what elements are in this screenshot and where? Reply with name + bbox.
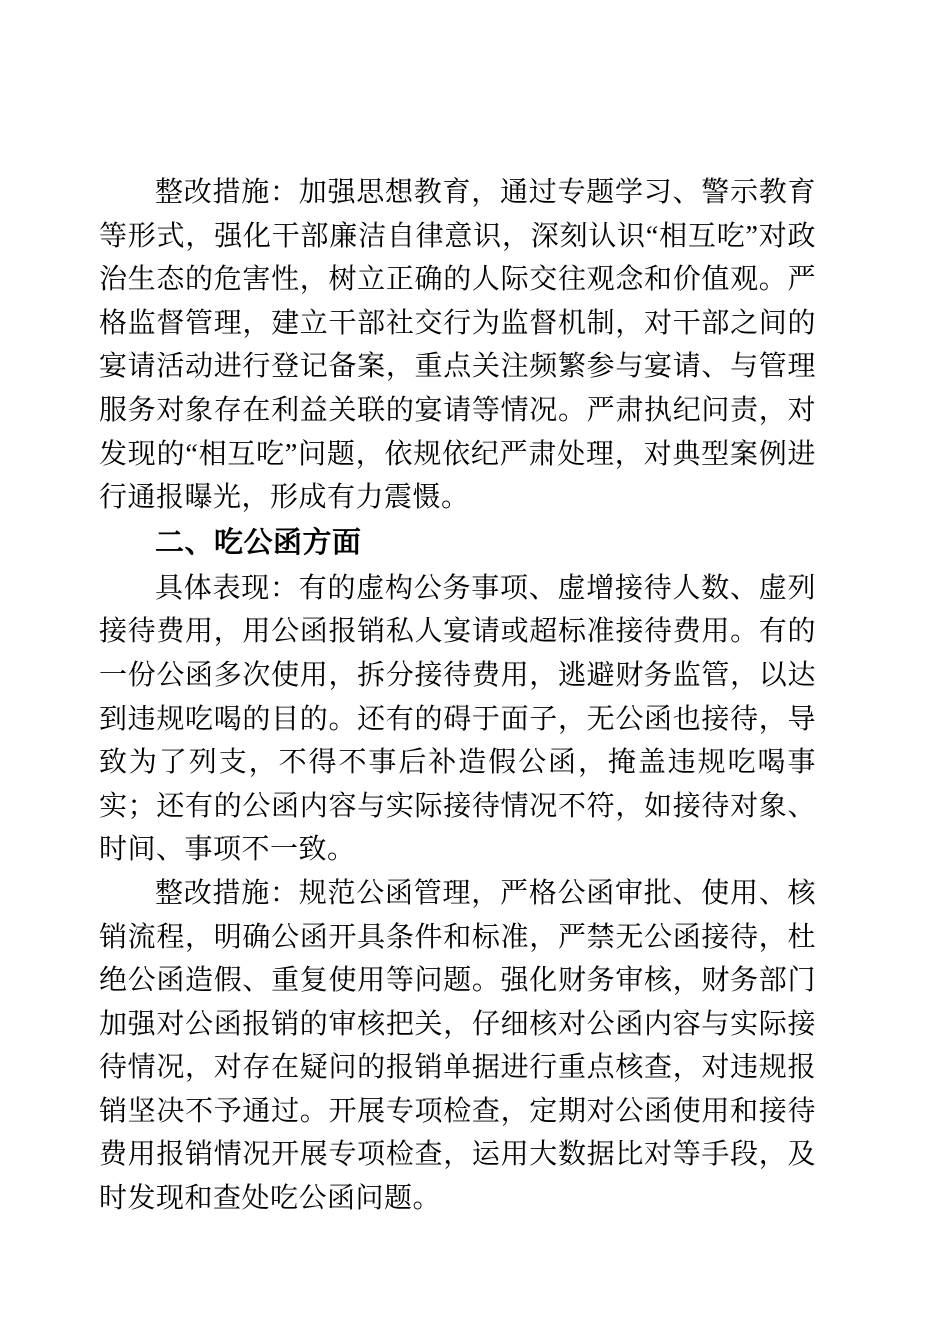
paragraph-rectification-measures-official-letter: 整改措施：规范公函管理，严格公函审批、使用、核销流程，明确公函开具条件和标准，严禁无公函接待，杜绝公函造假、重复使用等问题。强化财务审核，财务部门加强对公函报销的审核把关，仔细核对公函内容与实际接待情况，对存在疑问的报销单据进行重点核查，对违规报销坚决不予通过。开展专项检查，定期对公函使用和接待费用报销情况开展专项检查，运用大数据比对等手段，及时发现和查处吃公函问题。: [99, 877, 816, 1215]
document-text-block: [99, 171, 816, 1221]
paragraph-rectification-measures-mutual-eating: 整改措施：加强思想教育，通过专题学习、警示教育等形式，强化干部廉洁自律意识，深刻认识“相互吃”对政治生态的危害性，树立正确的人际交往观念和价值观。严格监督管理，建立干部社交行为监督机制，对干部之间的宴请活动进行登记备案，重点关注频繁参与宴请、与管理服务对象存在利益关联的宴请等情况。严肃执纪问责，对发现的“相互吃”问题，依规依纪严肃处理，对典型案例进行通报曝光，形成有力震慑。: [99, 177, 816, 514]
paragraph-specific-manifestations: 具体表现：有的虚构公务事项、虚增接待人数、虚列接待费用，用公函报销私人宴请或超标准接待费用。有的一份公函多次使用，拆分接待费用，逃避财务监管，以达到违规吃喝的目的。还有的碍于面子，无公函也接待，导致为了列支，不得不事后补造假公函，掩盖违规吃喝事实；还有的公函内容与实际接待情况不符，如接待对象、时间、事项不一致。: [99, 572, 816, 866]
section-heading-official-letter-dining: 二、吃公函方面: [155, 526, 362, 559]
